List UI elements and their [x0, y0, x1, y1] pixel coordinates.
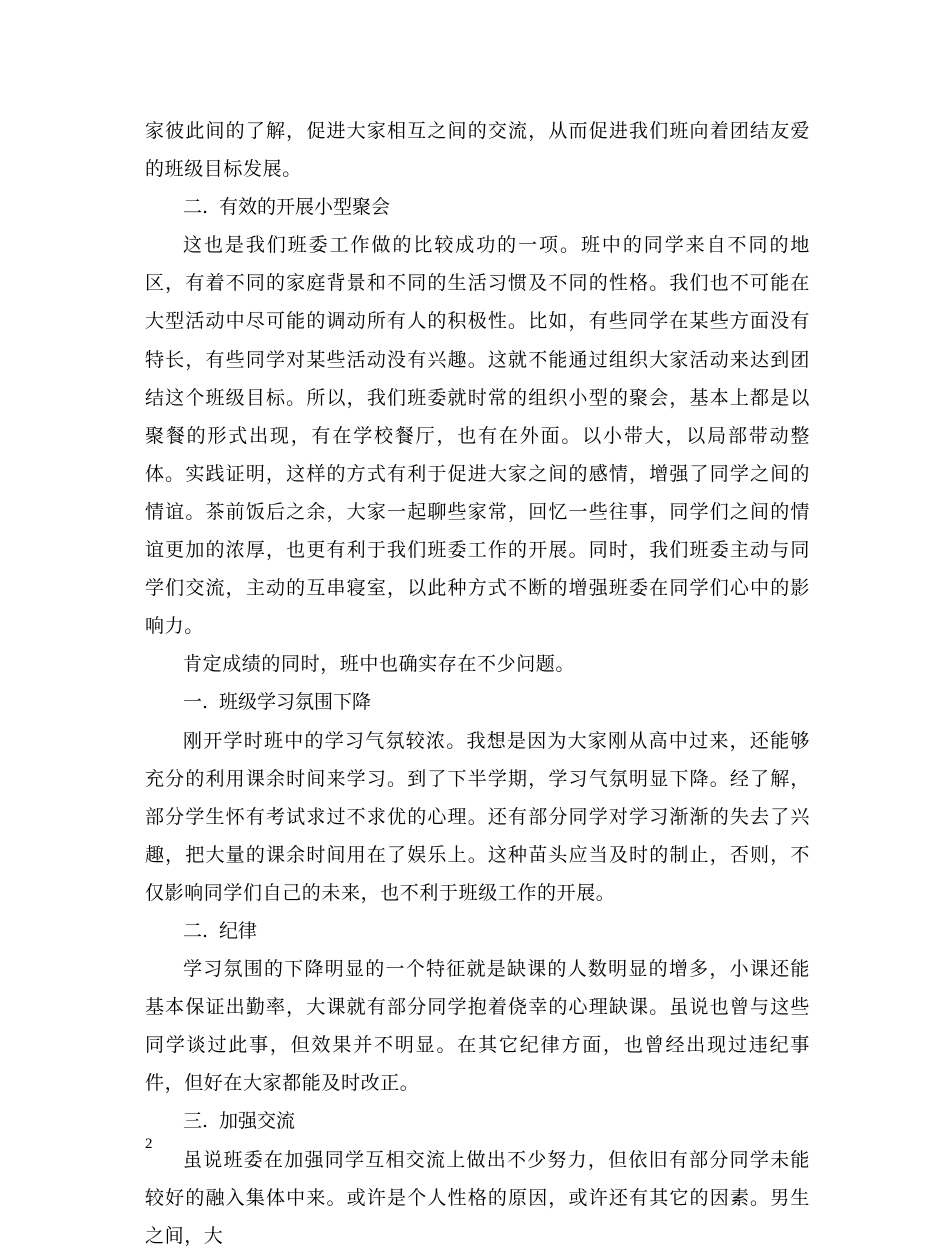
heading-number: 二. — [183, 196, 209, 219]
paragraph: 刚开学时班中的学习气氛较浓。我想是因为大家刚从高中过来，还能够充分的利用课余时间来学习。到了下半学期，学习气氛明显下降。经了解，部分学生怀有考试求过不求优的心理。还有部分同学对学习渐渐的失去了兴趣，把大量的课余时间用在了娱乐上。这种苗头应当及时的制止，否则，不仅影响同学们自己的未来，也不利于班级工作的开展。 — [145, 729, 810, 904]
document-body — [145, 112, 810, 1255]
paragraph: 这也是我们班委工作做的比较成功的一项。班中的同学来自不同的地区，有着不同的家庭背景和不同的生活习惯及不同的性格。我们也不可能在大型活动中尽可能的调动所有人的积极性。比如，有些同学在某些方面没有特长，有些同学对某些活动没有兴趣。这就不能通过组织大家活动来达到团结这个班级目标。所以，我们班委就时常的组织小型的聚会，基本上都是以聚餐的形式出现，有在学校餐厅，也有在外面。以小带大，以局部带动整体。实践证明，这样的方式有利于促进大家之间的感情，增强了同学之间的情谊。茶前饭后之余，大家一起聊些家常，回忆一些往事，同学们之间的情谊更加的浓厚，也更有利于我们班委工作的开展。同时，我们班委主动与同学们交流，主动的互串寝室，以此种方式不断的增强班委在同学们心中的影响力。 — [145, 234, 810, 638]
heading-text: 纪律 — [219, 919, 258, 942]
section-heading — [145, 188, 810, 226]
heading-number: 一. — [183, 691, 209, 714]
paragraph: 肯定成绩的同时，班中也确实存在不少问题。 — [183, 653, 576, 676]
paragraph: 虽说班委在加强同学互相交流上做出不少努力，但依旧有部分同学未能较好的融入集体中来。或许是个人性格的原因，或许还有其它的因素。男生之间，大 — [145, 1148, 810, 1247]
heading-number: 二. — [183, 919, 209, 942]
section-heading — [145, 912, 810, 950]
page-number: 2 — [145, 1136, 153, 1152]
heading-text: 有效的开展小型聚会 — [219, 196, 391, 219]
section-heading — [145, 1102, 810, 1140]
paragraph: 学习氛围的下降明显的一个特征就是缺课的人数明显的增多，小课还能基本保证出勤率，大课就有部分同学抱着侥幸的心理缺课。虽说也曾与这些同学谈过此事，但效果并不明显。在其它纪律方面，也曾经出现过违纪事件，但好在大家都能及时改正。 — [145, 958, 810, 1095]
paragraph: 家彼此间的了解，促进大家相互之间的交流，从而促进我们班向着团结友爱的班级目标发展。 — [145, 120, 810, 181]
section-heading — [145, 683, 810, 721]
heading-number: 三. — [183, 1110, 209, 1133]
heading-text: 班级学习氛围下降 — [219, 691, 372, 714]
heading-text: 加强交流 — [219, 1110, 296, 1133]
